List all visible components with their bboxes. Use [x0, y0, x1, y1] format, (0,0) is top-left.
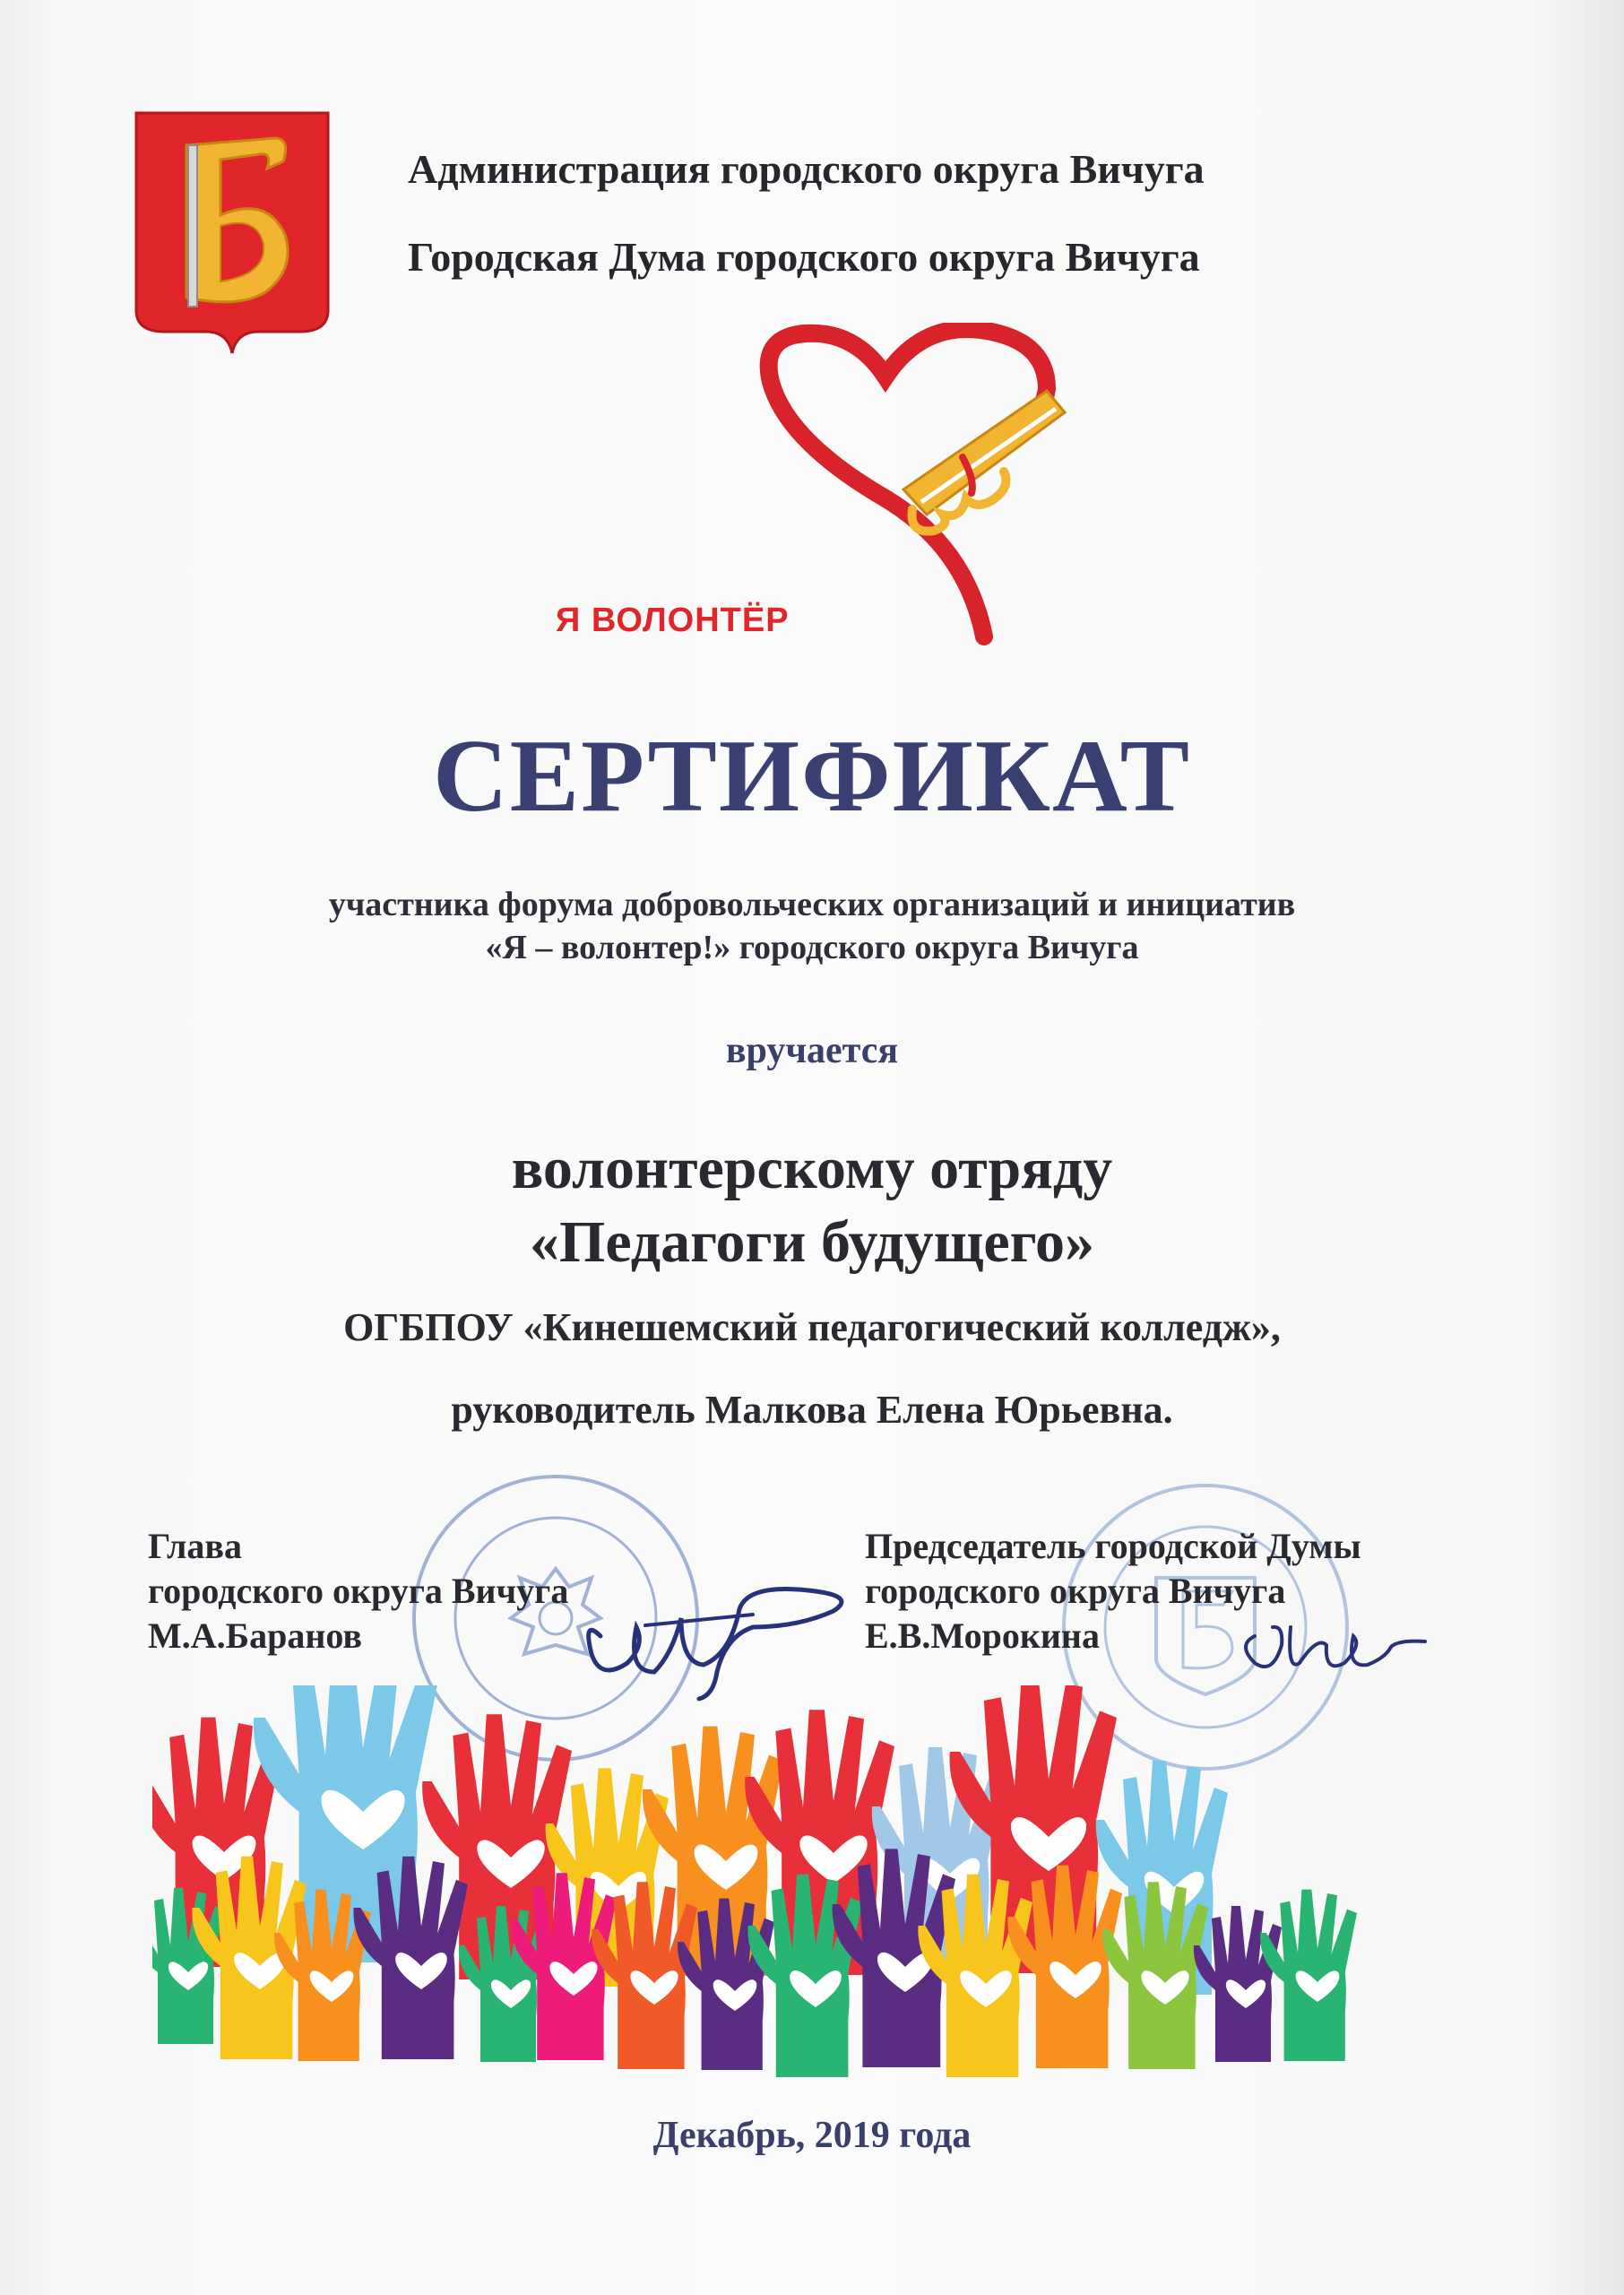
organization-name: ОГБПОУ «Кинешемский педагогический колледж», — [343, 1305, 1281, 1349]
recipient-line-2: «Педагоги будущего» — [529, 1209, 1095, 1275]
signatory-position-line-2: городского округа Вичуга — [148, 1571, 569, 1611]
signatory-position-line-2: городского округа Вичуга — [865, 1571, 1286, 1611]
handwritten-signature-right-icon — [1219, 1600, 1434, 1699]
signatory-position-line-1: Глава — [148, 1526, 242, 1566]
issue-date: Декабрь, 2019 года — [652, 2115, 972, 2156]
signatory-name: Е.В.Морокина — [865, 1615, 1100, 1656]
signature-block-left — [148, 1524, 568, 1658]
recipient-line-1: волонтерскому отряду — [511, 1136, 1113, 1201]
volunteer-logo-label: Я ВОЛОНТЁР — [556, 602, 790, 639]
signatory-position-line-1: Председатель городской Думы — [865, 1526, 1361, 1566]
issuer-administration: Администрация городского округа Вичуга — [408, 146, 1205, 192]
awarded-label: вручается — [725, 1030, 899, 1071]
leader-name: руководитель Малкова Елена Юрьевна. — [451, 1388, 1173, 1432]
signatory-name: М.А.Баранов — [148, 1615, 362, 1656]
subtitle-line-1: участника форума добровольческих организаций и инициатив — [328, 886, 1296, 923]
certificate-title: СЕРТИФИКАТ — [433, 719, 1191, 834]
raised-hands-hearts-icon — [152, 1685, 1407, 2116]
heart-ribbon-icon — [751, 323, 1092, 645]
coat-of-arms-icon — [133, 109, 332, 357]
issuer-city-duma: Городская Дума городского округа Вичуга — [408, 234, 1200, 280]
subtitle-line-2: «Я – волонтер!» городского округа Вичуга — [485, 929, 1139, 966]
